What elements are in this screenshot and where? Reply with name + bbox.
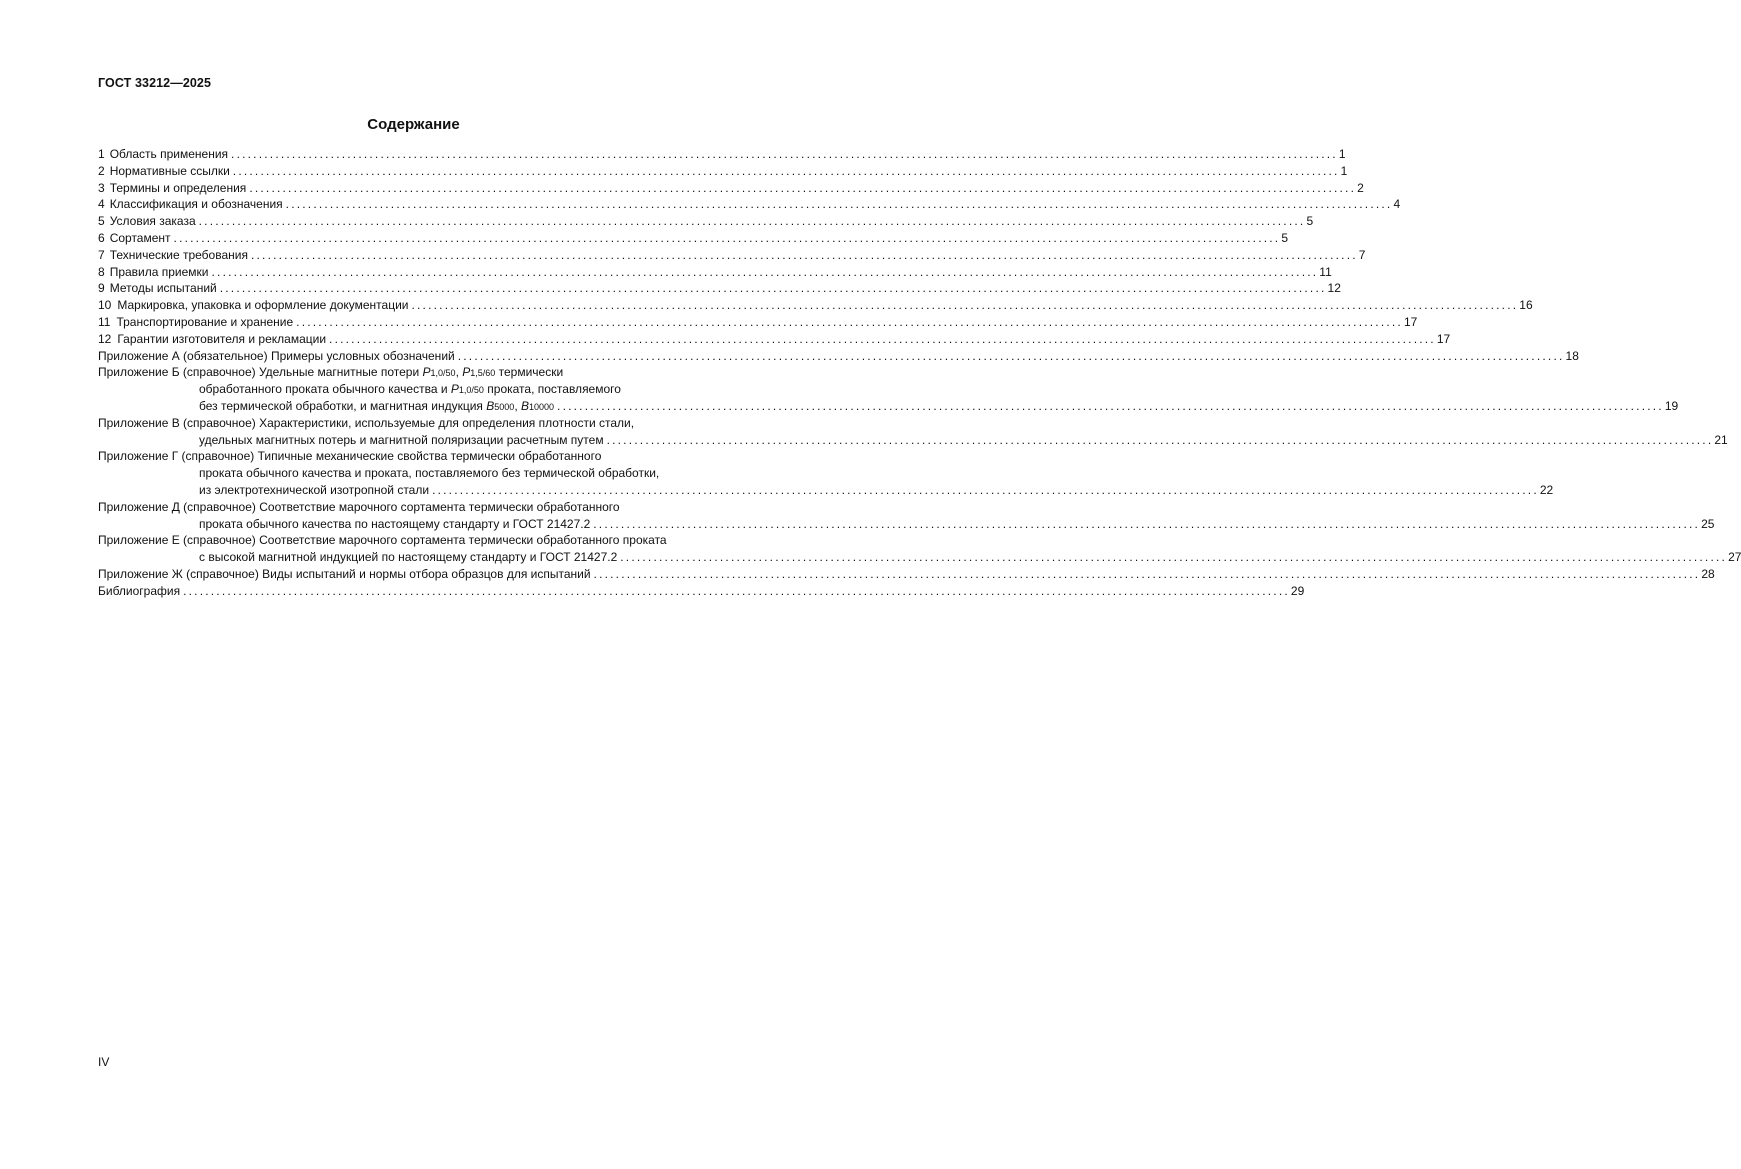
toc-entry-appendix-b[interactable]: Приложение Б (справочное) Удельные магнитные потери P 1,0/50 , P 1,5/60 термически обработанного проката обычного качества и P 1,0/50 проката, поставляемого без термической обработки, и магнитная индукция B 5000 , B 10000 ........................................................................................................................................................................................................ 19	[98, 365, 1679, 413]
toc-entry-page: 1	[1340, 163, 1348, 178]
toc-entry-page: 17	[1436, 331, 1451, 346]
dot-leader: ........................................................................................................................................................................................................	[620, 550, 1728, 565]
toc-entry-page: 4	[1393, 197, 1401, 212]
appendix-g-line1: Приложение Г (справочное) Типичные механические свойства термически обработанного	[98, 449, 602, 464]
toc-entry-page: 12	[1327, 281, 1341, 296]
toc-entry[interactable]	[98, 213, 1314, 230]
appendix-v-line1: Приложение В (справочное) Характеристики, используемые для определения плотности стали,	[98, 415, 635, 430]
appendix-b-line2-pre: обработанного проката обычного качества и	[199, 382, 448, 397]
page-number: IV	[98, 1055, 110, 1069]
toc-entry-number: 5	[98, 214, 105, 229]
toc-entry[interactable]	[98, 247, 1366, 264]
toc-entry[interactable]	[98, 180, 1364, 197]
toc-entry[interactable]	[98, 314, 1418, 331]
appendix-d-page: 25	[1701, 516, 1715, 531]
symbol-b: B	[486, 398, 495, 413]
appendix-e-line2: с высокой магнитной индукцией по настоящему стандарту и ГОСТ 21427.2	[199, 550, 618, 565]
toc-entry[interactable]	[98, 264, 1332, 281]
toc-entry-number: 10	[98, 298, 112, 313]
toc-entry-page: 11	[1319, 264, 1332, 279]
toc-entry[interactable]	[98, 146, 1346, 163]
toc-entry-text: Технические требования	[109, 247, 248, 262]
dot-leader: ........................................................................................................................................................................................................	[329, 331, 1436, 346]
toc-entry-text: Методы испытаний	[109, 281, 217, 296]
appendix-a-page: 18	[1565, 348, 1579, 363]
toc-entry-number: 6	[98, 230, 105, 245]
toc-entry[interactable]	[98, 196, 1401, 213]
dot-leader: ........................................................................................................................................................................................................	[432, 482, 1539, 497]
dot-leader: ........................................................................................................................................................................................................	[232, 163, 1340, 178]
toc-entry[interactable]	[98, 331, 1451, 348]
toc-entry-page: 16	[1519, 298, 1533, 313]
bibliography-text: Библиография	[98, 583, 181, 598]
dot-leader: ........................................................................................................................................................................................................	[296, 314, 1403, 329]
toc-entry-number: 4	[98, 197, 105, 212]
toc-entry[interactable]	[98, 280, 1341, 297]
page-title: Содержание	[367, 116, 460, 133]
dot-leader: ........................................................................................................................................................................................................	[411, 298, 1519, 313]
symbol-p: P	[462, 365, 471, 380]
toc-entry-appendix-a[interactable]	[98, 348, 1579, 365]
toc-entry-number: 12	[98, 331, 112, 346]
toc-entry-text: Сортамент	[109, 230, 171, 245]
appendix-b-line1-pre: Приложение Б (справочное) Удельные магнитные потери	[98, 365, 420, 380]
dot-leader: ........................................................................................................................................................................................................	[606, 432, 1714, 447]
table-of-contents	[98, 146, 1741, 600]
appendix-d-line1: Приложение Д (справочное) Соответствие марочного сортамента термически обработанного	[98, 499, 620, 514]
dot-leader: ........................................................................................................................................................................................................	[249, 180, 1357, 195]
numbered-entries	[98, 146, 1533, 348]
toc-entry[interactable]	[98, 230, 1289, 247]
appendix-v-page: 21	[1714, 432, 1728, 447]
toc-entry-page: 5	[1306, 214, 1314, 229]
dot-leader: ........................................................................................................................................................................................................	[557, 398, 1664, 413]
toc-entry-page: 1	[1338, 147, 1346, 161]
appendix-v-line2: удельных магнитных потерь и магнитной поляризации расчетным путем	[199, 432, 604, 447]
appendix-g-line2: проката обычного качества и проката, поставляемого без термической обработки,	[199, 466, 660, 481]
appendix-e-line1: Приложение Е (справочное) Соответствие марочного сортамента термически обработанного проката	[98, 533, 667, 548]
toc-entry-number: 8	[98, 264, 105, 279]
toc-entry-text: Нормативные ссылки	[109, 163, 230, 178]
symbol-p: P	[450, 382, 459, 397]
toc-entry[interactable]	[98, 297, 1533, 314]
appendix-g-page: 22	[1539, 482, 1554, 497]
appendix-g-line3: из электротехнической изотропной стали	[199, 482, 430, 497]
symbol-b: B	[520, 398, 529, 413]
appendix-b-line3-pre: без термической обработки, и магнитная индукция	[199, 398, 483, 413]
toc-entry-text: Условия заказа	[109, 214, 196, 229]
appendix-zh-text: Приложение Ж (справочное) Виды испытаний и нормы отбора образцов для испытаний	[98, 566, 591, 581]
toc-entry-text: Область применения	[109, 147, 229, 161]
dot-leader: ........................................................................................................................................................................................................	[593, 516, 1701, 531]
toc-entry-number: 11	[98, 314, 111, 329]
toc-entry[interactable]	[98, 163, 1348, 180]
appendix-b-line1-post: термически	[498, 365, 564, 380]
document-code: ГОСТ 33212—2025	[98, 76, 212, 90]
dot-leader: ........................................................................................................................................................................................................	[198, 214, 1306, 229]
appendix-zh-page: 28	[1701, 566, 1715, 581]
appendix-d-line2: проката обычного качества по настоящему стандарту и ГОСТ 21427.2	[199, 516, 591, 531]
toc-entry-page: 7	[1358, 247, 1366, 262]
appendix-b-page: 19	[1664, 398, 1679, 413]
toc-entry-text: Гарантии изготовителя и рекламации	[117, 331, 327, 346]
dot-leader: ........................................................................................................................................................................................................	[219, 281, 1327, 296]
dot-leader: ........................................................................................................................................................................................................	[285, 197, 1393, 212]
toc-entry-number: 1	[98, 147, 105, 161]
dot-leader: ........................................................................................................................................................................................................	[183, 583, 1290, 598]
toc-entry-number: 7	[98, 247, 105, 262]
toc-entry-page: 5	[1281, 230, 1289, 245]
toc-entry-text: Термины и определения	[109, 180, 247, 195]
appendix-b-line2-post: проката, поставляемого	[487, 382, 621, 397]
appendix-e-page: 27	[1728, 550, 1741, 565]
toc-entry-text: Правила приемки	[109, 264, 209, 279]
toc-entry-page: 2	[1357, 180, 1364, 195]
toc-entry-appendix-zh[interactable]	[98, 566, 1715, 583]
toc-entry-appendix-d[interactable]	[98, 499, 1715, 533]
toc-entry-appendix-g[interactable]	[98, 448, 1554, 498]
dot-leader: ........................................................................................................................................................................................................	[211, 264, 1319, 279]
dot-leader: ........................................................................................................................................................................................................	[250, 247, 1358, 262]
toc-entry-bibliography[interactable]	[98, 583, 1305, 600]
bibliography-page: 29	[1290, 583, 1305, 598]
appendix-a-text: Приложение А (обязательное) Примеры условных обозначений	[98, 348, 455, 363]
toc-entry-number: 9	[98, 281, 105, 296]
toc-entry-number: 2	[98, 163, 105, 178]
dot-leader: ........................................................................................................................................................................................................	[457, 348, 1565, 363]
toc-entry-page: 17	[1403, 314, 1418, 329]
toc-entry-appendix-v[interactable]	[98, 415, 1728, 449]
dot-leader: ........................................................................................................................................................................................................	[593, 566, 1701, 581]
toc-entry-text: Транспортирование и хранение	[116, 314, 294, 329]
toc-entry-text: Маркировка, упаковка и оформление документации	[117, 298, 409, 313]
dot-leader: ........................................................................................................................................................................................................	[173, 230, 1281, 245]
toc-entry-number: 3	[98, 180, 105, 195]
symbol-p: P	[422, 365, 431, 380]
toc-entry-appendix-e[interactable]	[98, 532, 1741, 566]
toc-entry-text: Классификация и обозначения	[109, 197, 283, 212]
dot-leader: ........................................................................................................................................................................................................	[231, 147, 1338, 161]
